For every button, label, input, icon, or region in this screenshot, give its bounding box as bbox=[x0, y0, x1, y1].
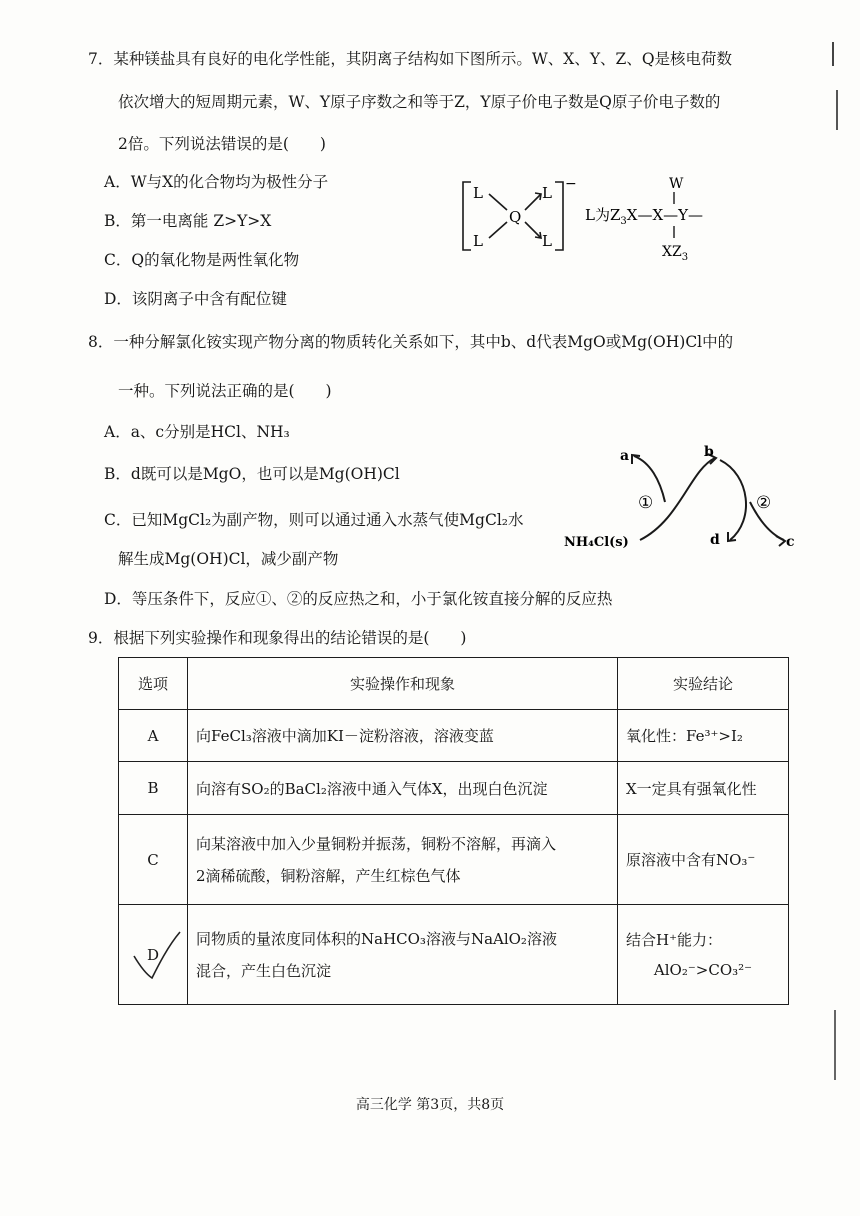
reaction-1-label: ① bbox=[638, 493, 654, 513]
row-conclusion-line-1: 结合H⁺能力： bbox=[626, 930, 722, 949]
row-conclusion: 氧化性：Fe³⁺>I₂ bbox=[618, 710, 789, 762]
q7-option-c: C．Q的氧化物是两性氧化物 bbox=[104, 251, 300, 269]
row-option-letter: D bbox=[146, 945, 160, 964]
ligand-atom-w: W bbox=[669, 176, 684, 192]
ligand-label-tr: L bbox=[542, 184, 552, 202]
header-conclusion: 实验结论 bbox=[618, 658, 789, 710]
scan-edge-mark bbox=[836, 90, 838, 130]
species-b: b bbox=[704, 444, 714, 460]
q8-stem-line-2: 一种。下列说法正确的是( ) bbox=[118, 382, 332, 400]
scan-edge-mark bbox=[834, 1010, 836, 1080]
table-row bbox=[119, 905, 789, 1005]
svg-text:XZ3 bbox=[662, 244, 688, 263]
row-operation-line-1: 向某溶液中加入少量铜粉并振荡，铜粉不溶解，再滴入 bbox=[196, 834, 557, 853]
row-conclusion: 原溶液中含有NO₃⁻ bbox=[618, 815, 789, 905]
q7-stem-line-3: 2倍。下列说法错误的是( ) bbox=[118, 135, 326, 153]
page-footer: 高三化学 第3页，共8页 bbox=[355, 1097, 505, 1113]
handwritten-check-mark-icon bbox=[128, 926, 188, 986]
q9-stem: 9．根据下列实验操作和现象得出的结论错误的是( ) bbox=[88, 629, 467, 647]
q9-experiment-table bbox=[118, 657, 789, 1005]
row-operation bbox=[188, 815, 618, 905]
row-option: A bbox=[119, 710, 188, 762]
ligand-group-xz: XZ bbox=[662, 244, 682, 260]
q7-option-a: A．W与X的化合物均为极性分子 bbox=[104, 173, 329, 191]
ligand-label-bl: L bbox=[473, 232, 483, 250]
table-row bbox=[119, 762, 789, 815]
table-row bbox=[119, 710, 789, 762]
header-option: 选项 bbox=[119, 658, 188, 710]
ligand-definition-sub: 3 bbox=[620, 216, 627, 227]
q7-option-b: B．第一电离能 Z>Y>X bbox=[104, 212, 272, 230]
row-option: C bbox=[119, 815, 188, 905]
anion-charge: − bbox=[565, 176, 577, 192]
q7-anion-structure-diagram bbox=[455, 168, 755, 268]
table-row bbox=[119, 815, 789, 905]
row-conclusion-line-2: AlO₂⁻>CO₃²⁻ bbox=[653, 960, 753, 979]
q8-option-a: A．a、c分别是HCl、NH₃ bbox=[104, 423, 290, 441]
q8-option-c-line-1: C．已知MgCl₂为副产物，则可以通过通入水蒸气使MgCl₂水 bbox=[104, 511, 524, 529]
ligand-label-br: L bbox=[542, 232, 552, 250]
row-conclusion: X一定具有强氧化性 bbox=[618, 762, 789, 815]
central-atom-q: Q bbox=[509, 208, 522, 226]
row-conclusion bbox=[618, 905, 789, 1005]
row-operation-line-2: 2滴稀硫酸，铜粉溶解，产生红棕色气体 bbox=[196, 866, 461, 885]
header-operation: 实验操作和现象 bbox=[188, 658, 618, 710]
row-operation-line-2: 混合，产生白色沉淀 bbox=[196, 961, 332, 980]
row-operation: 向FeCl₃溶液中滴加KI－淀粉溶液，溶液变蓝 bbox=[188, 710, 618, 762]
q8-option-d: D．等压条件下，反应①、②的反应热之和，小于氯化铵直接分解的反应热 bbox=[104, 590, 613, 608]
q7-option-d: D．该阴离子中含有配位键 bbox=[104, 290, 287, 308]
ligand-definition-rest: X—X—Y— bbox=[626, 206, 704, 224]
q7-stem-line-2: 依次增大的短周期元素，W、Y原子序数之和等于Z，Y原子价电子数是Q原子价电子数的 bbox=[118, 93, 721, 111]
q8-option-c-line-2: 解生成Mg(OH)Cl，减少副产物 bbox=[118, 550, 339, 568]
ligand-group-xz-sub: 3 bbox=[681, 252, 689, 263]
species-a: a bbox=[620, 448, 630, 464]
q8-option-b: B．d既可以是MgO，也可以是Mg(OH)Cl bbox=[104, 465, 400, 483]
scan-edge-mark bbox=[832, 42, 834, 66]
svg-text:L为Z3X—X—Y— bbox=[585, 206, 703, 227]
row-operation bbox=[188, 905, 618, 1005]
row-operation-line-1: 同物质的量浓度同体积的NaHCO₃溶液与NaAlO₂溶液 bbox=[196, 929, 557, 948]
table-header-row bbox=[119, 658, 789, 710]
reaction-2-label: ② bbox=[756, 493, 772, 513]
species-c: c bbox=[786, 534, 795, 550]
q8-stem-line-1: 8．一种分解氯化铵实现产物分离的物质转化关系如下，其中b、d代表MgO或Mg(OH)Cl中的 bbox=[88, 333, 734, 351]
row-option: B bbox=[119, 762, 188, 815]
reactant-nh4cl: NH₄Cl(s) bbox=[564, 535, 629, 550]
ligand-label-tl: L bbox=[473, 184, 483, 202]
row-operation: 向溶有SO₂的BaCl₂溶液中通入气体X，出现白色沉淀 bbox=[188, 762, 618, 815]
q7-stem-line-1: 7．某种镁盐具有良好的电化学性能，其阴离子结构如下图所示。W、X、Y、Z、Q是核电荷数 bbox=[88, 50, 733, 68]
species-d: d bbox=[710, 532, 720, 548]
q8-reaction-cycle-diagram bbox=[560, 440, 810, 560]
ligand-definition-label: L为Z bbox=[585, 206, 621, 224]
